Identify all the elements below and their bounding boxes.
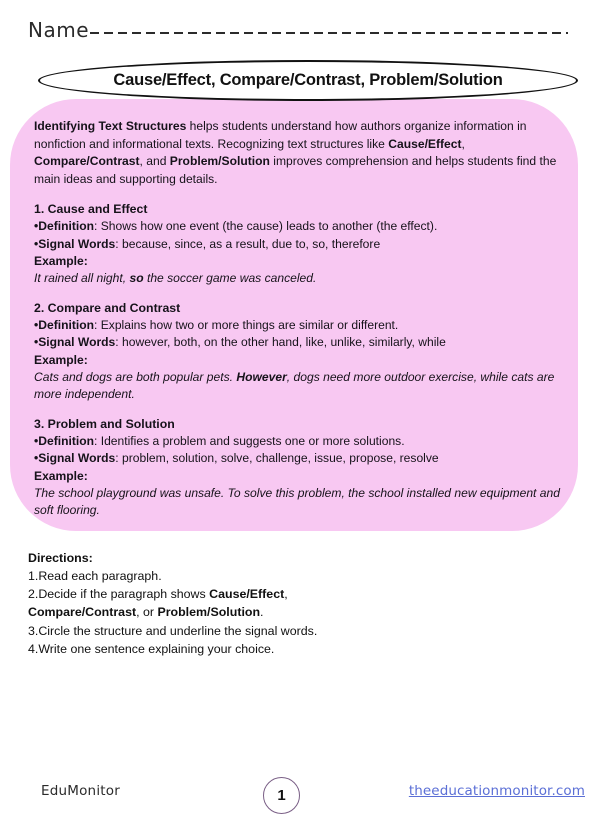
example-before: The school playground was unsafe. To solve this problem, the school installed new equipment and soft flooring. [34, 485, 560, 518]
signal-label: •Signal Words [34, 451, 116, 466]
intro-term-1: Cause/Effect [388, 136, 462, 151]
signal-text: : because, since, as a result, due to, so, therefore [115, 236, 381, 251]
footer-website-link[interactable]: theeducationmonitor.com [408, 783, 585, 799]
section-signal-words [34, 334, 564, 351]
intro-body-4: improves comprehension and helps students find the main ideas and supporting details. [34, 154, 557, 186]
intro-paragraph [34, 118, 564, 188]
direction-item-2-text-a: 2.Decide if the paragraph shows [28, 587, 210, 602]
directions-title: Directions: [28, 551, 93, 565]
section-heading: 2. Compare and Contrast [34, 301, 181, 316]
section-definition [34, 433, 564, 450]
intro-term-3: Problem/Solution [169, 154, 270, 169]
page-number: 1 [277, 787, 286, 804]
example-before: Cats and dogs are both popular pets. [34, 369, 237, 384]
example-signal-word: However [236, 369, 287, 384]
direction-item-1: 1.Read each paragraph. [28, 569, 162, 583]
section-signal-words [34, 236, 564, 253]
footer-brand: EduMonitor [41, 783, 120, 799]
intro-body-3: , and [139, 154, 170, 169]
definition-label: •Definition [34, 434, 94, 449]
signal-label: •Signal Words [34, 236, 116, 251]
direction-item-2-text-d: . [260, 605, 264, 620]
page-title: Cause/Effect, Compare/Contrast, Problem/Solution [113, 71, 503, 89]
example-sentence [34, 270, 564, 287]
page-number-badge [263, 777, 300, 814]
definition-text: : Identifies a problem and suggests one or more solutions. [94, 434, 405, 449]
definition-label: •Definition [34, 318, 94, 333]
section-definition [34, 218, 564, 235]
section-heading: 3. Problem and Solution [34, 417, 175, 432]
direction-item-4: 4.Write one sentence explaining your choice. [28, 641, 275, 656]
signal-text: : problem, solution, solve, challenge, issue, propose, resolve [115, 451, 439, 466]
direction-item-2 [28, 585, 358, 621]
example-sentence [34, 369, 564, 403]
signal-text: : however, both, on the other hand, like, unlike, similarly, while [115, 335, 446, 350]
intro-lead: Identifying Text Structures [34, 119, 187, 133]
direction-item-2-text-b: , [284, 587, 288, 602]
intro-body-2: , [461, 136, 465, 151]
directions-block [28, 549, 358, 658]
direction-term-problem-solution: Problem/Solution [157, 605, 261, 620]
intro-term-2: Compare/Contrast [34, 154, 140, 169]
section-definition [34, 317, 564, 334]
intro-body-1: helps students understand how authors organize information in nonfiction and informational texts. Recognizing text structures like [34, 119, 527, 151]
definition-text: : Shows how one event (the cause) leads to another (the effect). [94, 219, 438, 234]
worksheet-title-oval [38, 60, 578, 101]
name-label: Name [28, 18, 90, 42]
name-blank-line[interactable] [90, 21, 568, 37]
direction-term-cause-effect: Cause/Effect [209, 587, 285, 602]
lesson-panel-content [34, 118, 564, 519]
section-signal-words [34, 450, 564, 467]
direction-term-compare-contrast: Compare/Contrast [28, 605, 137, 620]
signal-label: •Signal Words [34, 335, 116, 350]
direction-item-2-text-c: , or [136, 605, 158, 620]
example-label: Example: [34, 468, 88, 483]
example-label: Example: [34, 253, 88, 268]
lesson-panel [10, 99, 578, 531]
example-label: Example: [34, 352, 88, 367]
example-before: It rained all night, [34, 270, 130, 285]
name-field-row [28, 18, 568, 48]
direction-item-3: 3.Circle the structure and underline the signal words. [28, 623, 318, 638]
example-after: the soccer game was canceled. [143, 270, 317, 285]
example-sentence [34, 485, 564, 519]
section-heading: 1. Cause and Effect [34, 202, 148, 217]
definition-label: •Definition [34, 219, 94, 234]
example-after: , dogs need more outdoor exercise, while cats are more independent. [34, 369, 555, 401]
definition-text: : Explains how two or more things are similar or different. [94, 318, 399, 333]
example-signal-word: so [129, 270, 144, 285]
